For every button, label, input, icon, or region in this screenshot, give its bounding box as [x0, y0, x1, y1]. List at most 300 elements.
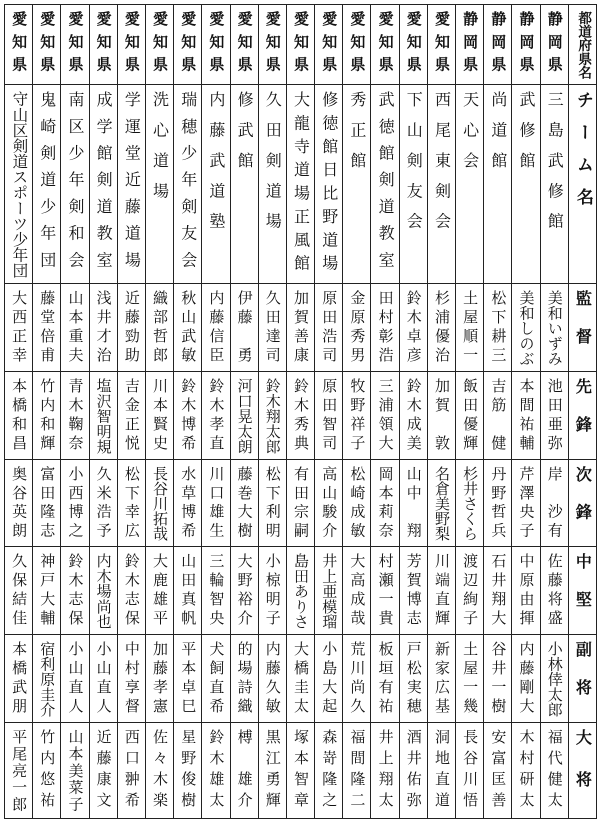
member-cell-text: 山本美菜子	[66, 729, 85, 813]
member-cell-text: 杉浦優治	[432, 290, 451, 366]
member-cell-text: 洞地直道	[432, 729, 451, 813]
header-role-4	[568, 634, 597, 723]
member-cell-text: 山本重夫	[66, 290, 85, 366]
member-cell	[4, 459, 33, 547]
member-cell-text: 佐々木楽	[151, 729, 170, 813]
prefecture-cell	[286, 4, 315, 85]
member-cell-text: 鈴木志保	[122, 553, 141, 629]
member-cell-text: 中原由揮	[517, 553, 536, 629]
member-cell-text: 金原秀男	[348, 290, 367, 366]
header-role-3	[568, 546, 597, 635]
member-cell-text: 内藤久敏	[263, 641, 282, 717]
member-cell	[314, 459, 343, 547]
member-cell	[342, 722, 371, 819]
member-cell	[117, 283, 146, 372]
member-cell-text: 宿利原圭介	[38, 641, 57, 717]
member-cell	[230, 459, 259, 547]
member-cell	[370, 722, 399, 819]
team-name-cell-text: 久田剣道場	[263, 91, 283, 243]
prefecture-cell	[399, 4, 428, 85]
team-name-cell	[32, 84, 61, 284]
member-cell	[399, 459, 428, 547]
member-cell	[455, 546, 484, 635]
member-cell	[201, 634, 230, 723]
member-cell	[117, 371, 146, 460]
member-cell-text: 松下幸広	[122, 466, 141, 541]
member-cell	[455, 459, 484, 547]
prefecture-cell	[89, 4, 118, 85]
member-cell-text: 奥谷英朗	[10, 466, 29, 541]
member-cell-text: 鈴木雄太	[207, 729, 226, 813]
header-role-1-text: 先鋒	[573, 378, 593, 454]
member-cell	[4, 634, 33, 723]
team-name-cell	[286, 84, 315, 284]
prefecture-cell	[427, 4, 456, 85]
member-cell	[230, 722, 259, 819]
member-cell-text: 鈴木翔太郎	[263, 378, 282, 454]
team-name-cell	[60, 84, 89, 284]
member-cell	[89, 283, 118, 372]
prefecture-cell	[117, 4, 146, 85]
member-cell	[173, 722, 202, 819]
member-cell-text: 山田真帆	[179, 553, 198, 629]
member-cell	[427, 459, 456, 547]
member-cell	[60, 283, 89, 372]
member-cell-text: 内藤信臣	[207, 290, 226, 366]
member-cell-text: 藤巻大樹	[235, 466, 254, 541]
prefecture-cell-text: 愛知県	[404, 11, 423, 79]
member-cell-text: 平尾亮一郎	[10, 729, 29, 813]
prefecture-cell	[32, 4, 61, 85]
member-cell	[89, 546, 118, 635]
member-cell-text: 内藤剛大	[517, 641, 536, 717]
member-cell-text: 長谷川拓哉	[151, 466, 170, 541]
member-cell-text: 名倉美野梨	[432, 466, 451, 541]
prefecture-cell-text: 愛知県	[432, 11, 451, 79]
member-cell	[173, 283, 202, 372]
member-cell	[342, 634, 371, 723]
member-cell-text: 的場詩織	[235, 641, 254, 717]
member-cell-text: 西口翀希	[122, 729, 141, 813]
member-cell-text: 池田亜弥	[545, 378, 564, 454]
member-cell-text: 加賀善康	[291, 290, 310, 366]
member-cell-text: 佐藤将盛	[545, 553, 564, 629]
prefecture-cell	[145, 4, 174, 85]
member-cell-text: 内木場尚也	[94, 553, 113, 629]
prefecture-cell	[511, 4, 540, 85]
member-cell-text: 美和いずみ	[545, 290, 564, 366]
member-cell	[230, 634, 259, 723]
prefecture-cell-text: 愛知県	[66, 11, 85, 79]
member-cell	[89, 634, 118, 723]
team-name-cell-text: 三島武修館	[545, 91, 565, 243]
member-cell-text: 井上翔太	[376, 729, 395, 813]
prefecture-cell-text: 愛知県	[38, 11, 57, 79]
member-cell	[511, 546, 540, 635]
member-cell-text: 安富匡善	[489, 729, 508, 813]
member-cell-text: 原田智司	[320, 378, 339, 454]
prefecture-cell-text: 愛知県	[263, 11, 282, 79]
header-team-text: チーム名	[572, 91, 593, 221]
prefecture-cell	[540, 4, 569, 85]
member-cell	[145, 634, 174, 723]
header-role-5	[568, 722, 597, 819]
prefecture-cell	[4, 4, 33, 85]
member-cell-text: 神戸大輔	[38, 553, 57, 629]
member-cell-text: 三浦領大	[376, 378, 395, 454]
member-cell-text: 本間祐輔	[517, 378, 536, 454]
member-cell-text: 高山駿介	[320, 466, 339, 541]
team-name-cell	[201, 84, 230, 284]
member-cell	[427, 722, 456, 819]
member-cell	[201, 546, 230, 635]
member-cell-text: 水草博希	[179, 466, 198, 541]
team-name-cell-text: 天心会	[460, 91, 480, 183]
member-cell	[342, 459, 371, 547]
member-cell	[32, 722, 61, 819]
member-cell	[286, 634, 315, 723]
member-cell-text: 木村研太	[517, 729, 536, 813]
team-name-cell-text: 南区少年剣和会	[65, 91, 85, 278]
member-cell-text: 原田浩司	[320, 290, 339, 366]
member-cell	[483, 283, 512, 372]
member-cell	[145, 371, 174, 460]
member-cell-text: 近藤康文	[94, 729, 113, 813]
member-cell-text: 荒川尚久	[348, 641, 367, 717]
prefecture-cell-text: 愛知県	[376, 11, 395, 79]
prefecture-cell-text: 愛知県	[94, 11, 113, 79]
header-role-5-text: 大将	[573, 729, 593, 813]
member-cell	[511, 722, 540, 819]
member-cell	[32, 459, 61, 547]
member-cell	[314, 634, 343, 723]
member-cell	[201, 283, 230, 372]
member-cell-text: 近藤勁助	[122, 290, 141, 366]
member-cell	[483, 634, 512, 723]
member-cell-text: 藤堂倍甫	[38, 290, 57, 366]
member-cell	[483, 546, 512, 635]
header-role-4-text: 副将	[573, 641, 593, 717]
member-cell	[540, 459, 569, 547]
member-cell-text: 岸 沙有	[545, 466, 564, 541]
member-cell	[117, 634, 146, 723]
member-cell	[4, 722, 33, 819]
prefecture-cell	[483, 4, 512, 85]
member-cell	[314, 546, 343, 635]
prefecture-cell	[173, 4, 202, 85]
member-cell-text: 島田ありさ	[291, 553, 310, 629]
member-cell	[455, 722, 484, 819]
team-name-cell	[511, 84, 540, 284]
member-cell	[286, 459, 315, 547]
member-cell-text: 芹澤央子	[517, 466, 536, 541]
prefecture-cell-text: 静岡県	[461, 11, 480, 79]
member-cell-text: 板垣有祐	[376, 641, 395, 717]
prefecture-cell-text: 愛知県	[320, 11, 339, 79]
member-cell-text: 川端直輝	[432, 553, 451, 629]
member-cell-text: 久田達司	[263, 290, 282, 366]
prefecture-cell-text: 静岡県	[517, 11, 536, 79]
member-cell-text: 戸松実穂	[404, 641, 423, 717]
member-cell-text: 青木鞠奈	[66, 378, 85, 454]
member-cell	[399, 546, 428, 635]
prefecture-cell-text: 愛知県	[291, 11, 310, 79]
team-name-cell	[483, 84, 512, 284]
member-cell	[399, 371, 428, 460]
member-cell-text: 竹内悠祐	[38, 729, 57, 813]
member-cell	[370, 283, 399, 372]
prefecture-cell-text: 愛知県	[179, 11, 198, 79]
prefecture-cell	[455, 4, 484, 85]
team-name-cell-text: 秀正館	[347, 91, 367, 183]
member-cell-text: 小西博之	[66, 466, 85, 541]
member-cell	[511, 634, 540, 723]
member-cell	[370, 634, 399, 723]
member-cell-text: 小山直人	[66, 641, 85, 717]
member-cell-text: 酒井佑弥	[404, 729, 423, 813]
team-name-cell	[427, 84, 456, 284]
team-name-cell	[540, 84, 569, 284]
member-cell	[540, 283, 569, 372]
member-cell	[89, 371, 118, 460]
member-cell	[4, 283, 33, 372]
member-cell-text: 本橋武朋	[10, 641, 29, 717]
member-cell-text: 小林倖太郎	[545, 641, 564, 717]
member-cell-text: 川本賢史	[151, 378, 170, 454]
team-name-cell-text: 武徳館剣道教室	[376, 91, 396, 278]
prefecture-cell	[314, 4, 343, 85]
team-name-cell-text: 洗心道場	[150, 91, 170, 213]
member-cell-text: 土屋一幾	[461, 641, 480, 717]
member-cell-text: 川口雄生	[207, 466, 226, 541]
member-cell	[89, 459, 118, 547]
prefecture-cell-text: 静岡県	[545, 11, 564, 79]
member-cell-text: 塚本智章	[291, 729, 310, 813]
team-name-cell	[455, 84, 484, 284]
prefecture-cell-text: 愛知県	[348, 11, 367, 79]
team-name-cell-text: 守山区剣道スポーツ少年団	[10, 91, 29, 278]
member-cell-text: 松崎成敏	[348, 466, 367, 541]
member-cell-text: 長谷川悟	[461, 729, 480, 813]
header-role-2-text: 次鋒	[573, 466, 593, 541]
team-name-cell-text: 修武館	[235, 91, 255, 183]
member-cell	[60, 546, 89, 635]
member-cell	[540, 546, 569, 635]
prefecture-cell	[60, 4, 89, 85]
member-cell-text: 榑 雄介	[235, 729, 254, 813]
member-cell	[483, 371, 512, 460]
member-cell	[32, 546, 61, 635]
member-cell-text: 中村享督	[122, 641, 141, 717]
team-name-cell	[230, 84, 259, 284]
member-cell-text: 大西正幸	[10, 290, 29, 366]
member-cell-text: 大鹿雄平	[151, 553, 170, 629]
team-name-cell-text: 瑞穂少年剣友会	[178, 91, 198, 278]
member-cell-text: 鈴木秀典	[291, 378, 310, 454]
team-name-cell-text: 鬼崎剣道少年団	[37, 91, 57, 278]
member-cell-text: 鈴木志保	[66, 553, 85, 629]
prefecture-cell-text: 愛知県	[235, 11, 254, 79]
member-cell	[145, 722, 174, 819]
prefecture-cell	[258, 4, 287, 85]
member-cell-text: 大高成哉	[348, 553, 367, 629]
member-cell-text: 久米浩予	[94, 466, 113, 541]
member-cell	[145, 459, 174, 547]
member-cell	[540, 634, 569, 723]
member-cell	[32, 634, 61, 723]
member-cell-text: 河口晃太朗	[235, 378, 254, 454]
member-cell	[342, 371, 371, 460]
member-cell-text: 土屋順一	[461, 290, 480, 366]
member-cell	[60, 634, 89, 723]
member-cell	[201, 371, 230, 460]
header-prefecture-text: 都道府県名	[575, 11, 592, 79]
member-cell-text: 伊藤 勇	[235, 290, 254, 366]
member-cell-text: 鈴木成美	[404, 378, 423, 454]
member-cell-text: 福代健太	[545, 729, 564, 813]
member-cell	[314, 371, 343, 460]
member-cell	[230, 371, 259, 460]
member-cell	[258, 371, 287, 460]
member-cell-text: 小椋明子	[263, 553, 282, 629]
member-cell	[60, 371, 89, 460]
member-cell-text: 平本卓巳	[179, 641, 198, 717]
member-cell-text: 大野裕介	[235, 553, 254, 629]
prefecture-cell-text: 愛知県	[207, 11, 226, 79]
member-cell-text: 久保結佳	[10, 553, 29, 629]
member-cell	[230, 546, 259, 635]
member-cell-text: 飯田優輝	[461, 378, 480, 454]
member-cell	[342, 546, 371, 635]
member-cell	[117, 722, 146, 819]
member-cell	[370, 371, 399, 460]
member-cell	[117, 546, 146, 635]
prefecture-cell-text: 愛知県	[151, 11, 170, 79]
member-cell	[201, 459, 230, 547]
member-cell-text: 秋山武敏	[179, 290, 198, 366]
member-cell	[399, 634, 428, 723]
member-cell	[286, 283, 315, 372]
member-cell	[173, 459, 202, 547]
member-cell	[286, 371, 315, 460]
member-cell-text: 浅井才治	[94, 290, 113, 366]
prefecture-cell	[342, 4, 371, 85]
member-cell	[511, 283, 540, 372]
member-cell	[540, 371, 569, 460]
member-cell	[145, 546, 174, 635]
team-name-cell-text: 内藤武道塾	[206, 91, 226, 243]
member-cell-text: 鈴木孝直	[207, 378, 226, 454]
member-cell	[173, 634, 202, 723]
team-name-cell	[399, 84, 428, 284]
header-role-3-text: 中堅	[573, 553, 593, 629]
member-cell	[258, 459, 287, 547]
member-cell	[201, 722, 230, 819]
member-cell	[483, 722, 512, 819]
header-role-1	[568, 371, 597, 460]
team-name-cell-text: 大龍寺道場正風館	[291, 91, 311, 278]
member-cell	[32, 371, 61, 460]
member-cell	[455, 371, 484, 460]
member-cell	[258, 283, 287, 372]
team-name-cell-text: 修徳館日比野道場	[319, 91, 339, 278]
member-cell	[399, 722, 428, 819]
member-cell	[89, 722, 118, 819]
member-cell-text: 杉井さくら	[461, 466, 480, 541]
member-cell-text: 織部哲郎	[151, 290, 170, 366]
member-cell	[427, 371, 456, 460]
header-role-0	[568, 283, 597, 372]
member-cell-text: 犬飼直希	[207, 641, 226, 717]
prefecture-cell	[201, 4, 230, 85]
member-cell-text: 竹内和輝	[38, 378, 57, 454]
member-cell	[511, 371, 540, 460]
member-cell-text: 小山直人	[94, 641, 113, 717]
member-cell-text: 新家広基	[432, 641, 451, 717]
member-cell-text: 石井翔大	[489, 553, 508, 629]
team-name-cell-text: 西尾東剣会	[432, 91, 452, 243]
member-cell	[230, 283, 259, 372]
member-cell	[258, 722, 287, 819]
member-cell-text: 田村彰浩	[376, 290, 395, 366]
member-cell-text: 村瀬一貴	[376, 553, 395, 629]
member-cell	[511, 459, 540, 547]
team-name-cell-text: 下山剣友会	[404, 91, 424, 243]
prefecture-cell-text: 静岡県	[489, 11, 508, 79]
member-cell	[173, 546, 202, 635]
member-cell-text: 本橋和昌	[10, 378, 29, 454]
prefecture-cell	[230, 4, 259, 85]
member-cell-text: 丹野哲兵	[489, 466, 508, 541]
member-cell	[427, 546, 456, 635]
member-cell-text: 岡本莉奈	[376, 466, 395, 541]
member-cell	[4, 371, 33, 460]
member-cell	[399, 283, 428, 372]
member-cell	[483, 459, 512, 547]
member-cell-text: 美和しのぶ	[517, 290, 536, 366]
member-cell-text: 福間隆二	[348, 729, 367, 813]
member-cell-text: 三輪智央	[207, 553, 226, 629]
prefecture-cell-text: 愛知県	[122, 11, 141, 79]
member-cell-text: 松下利明	[263, 466, 282, 541]
team-name-cell	[314, 84, 343, 284]
team-name-cell-text: 学運堂近藤道場	[122, 91, 142, 278]
member-cell-text: 鈴木博希	[179, 378, 198, 454]
header-prefecture	[568, 4, 597, 85]
member-cell	[32, 283, 61, 372]
member-cell	[314, 283, 343, 372]
prefecture-cell-text: 愛知県	[10, 11, 29, 79]
team-name-cell-text: 武修館	[517, 91, 537, 183]
member-cell-text: 大橋圭太	[291, 641, 310, 717]
team-name-cell	[173, 84, 202, 284]
member-cell	[258, 546, 287, 635]
team-name-cell-text: 成学館剣道教室	[94, 91, 114, 278]
member-cell	[540, 722, 569, 819]
member-cell	[286, 546, 315, 635]
member-cell	[286, 722, 315, 819]
team-name-cell	[370, 84, 399, 284]
member-cell-text: 加賀 敦	[432, 378, 451, 454]
header-team	[568, 84, 597, 284]
member-cell-text: 松下耕三	[489, 290, 508, 366]
member-cell	[258, 634, 287, 723]
member-cell	[455, 283, 484, 372]
member-cell	[455, 634, 484, 723]
member-cell-text: 井上亜模瑠	[320, 553, 339, 629]
member-cell-text: 小島大起	[320, 641, 339, 717]
team-name-cell	[342, 84, 371, 284]
